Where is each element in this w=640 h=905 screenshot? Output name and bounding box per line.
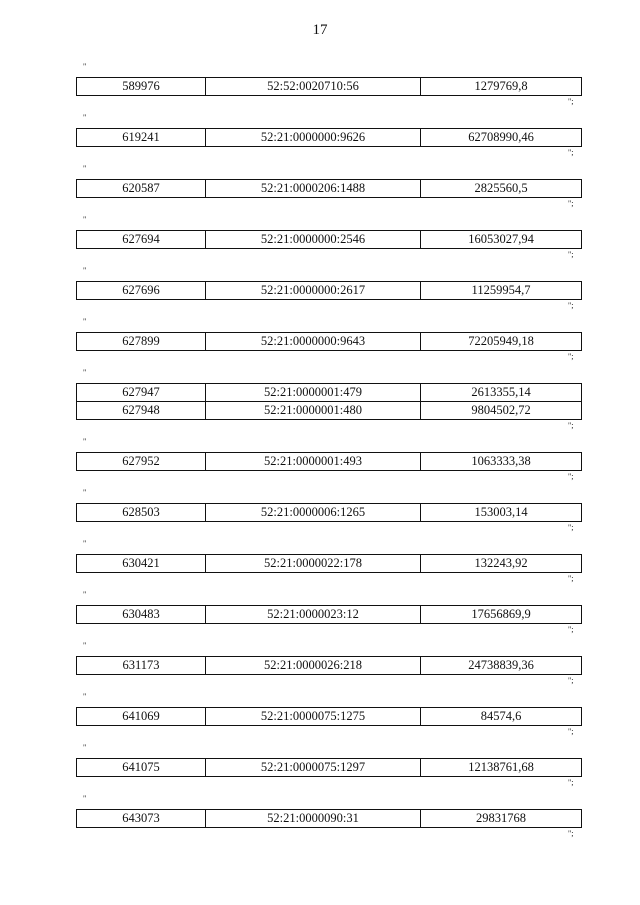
data-table	[76, 758, 582, 777]
opening-quote-mark: "	[83, 368, 87, 377]
table-row	[77, 384, 582, 402]
record-number-cell: 630421	[77, 555, 206, 573]
data-table	[76, 554, 582, 573]
table-row	[77, 555, 582, 573]
data-table	[76, 179, 582, 198]
data-table	[76, 128, 582, 147]
opening-quote-mark: "	[83, 317, 87, 326]
closing-quote-mark: ";	[568, 250, 574, 259]
record-number-cell: 589976	[77, 78, 206, 96]
opening-quote-mark: "	[83, 488, 87, 497]
amount-cell: 17656869,9	[421, 606, 582, 624]
table-row	[77, 129, 582, 147]
table-row	[77, 402, 582, 420]
closing-quote-mark: ";	[568, 778, 574, 787]
data-table	[76, 230, 582, 249]
closing-quote-mark: ";	[568, 199, 574, 208]
table-row	[77, 333, 582, 351]
amount-cell: 2613355,14	[421, 384, 582, 402]
amount-cell: 11259954,7	[421, 282, 582, 300]
amount-cell: 2825560,5	[421, 180, 582, 198]
opening-quote-mark: "	[83, 266, 87, 275]
amount-cell: 72205949,18	[421, 333, 582, 351]
record-number-cell: 620587	[77, 180, 206, 198]
opening-quote-mark: "	[83, 437, 87, 446]
record-number-cell: 627899	[77, 333, 206, 351]
data-table	[76, 605, 582, 624]
opening-quote-mark: "	[83, 62, 87, 71]
opening-quote-mark: "	[83, 164, 87, 173]
data-table	[76, 707, 582, 726]
opening-quote-mark: "	[83, 113, 87, 122]
table-row	[77, 708, 582, 726]
table-row	[77, 180, 582, 198]
table-row	[77, 504, 582, 522]
data-table	[76, 656, 582, 675]
opening-quote-mark: "	[83, 794, 87, 803]
cadastral-number-cell: 52:21:0000000:9626	[206, 129, 421, 147]
amount-cell: 1063333,38	[421, 453, 582, 471]
table-row	[77, 453, 582, 471]
table-row	[77, 657, 582, 675]
record-number-cell: 619241	[77, 129, 206, 147]
page-number: 17	[312, 22, 328, 38]
amount-cell: 9804502,72	[421, 402, 582, 420]
closing-quote-mark: ";	[568, 421, 574, 430]
cadastral-number-cell: 52:21:0000023:12	[206, 606, 421, 624]
data-table	[76, 452, 582, 471]
cadastral-number-cell: 52:21:0000022:178	[206, 555, 421, 573]
closing-quote-mark: ";	[568, 727, 574, 736]
record-number-cell: 628503	[77, 504, 206, 522]
record-number-cell: 627948	[77, 402, 206, 420]
cadastral-number-cell: 52:21:0000006:1265	[206, 504, 421, 522]
closing-quote-mark: ";	[568, 301, 574, 310]
record-number-cell: 631173	[77, 657, 206, 675]
amount-cell: 132243,92	[421, 555, 582, 573]
opening-quote-mark: "	[83, 539, 87, 548]
closing-quote-mark: ";	[568, 574, 574, 583]
amount-cell: 29831768	[421, 810, 582, 828]
closing-quote-mark: ";	[568, 97, 574, 106]
data-table	[76, 281, 582, 300]
cadastral-number-cell: 52:52:0020710:56	[206, 78, 421, 96]
cadastral-number-cell: 52:21:0000075:1297	[206, 759, 421, 777]
table-row	[77, 231, 582, 249]
cadastral-number-cell: 52:21:0000206:1488	[206, 180, 421, 198]
record-number-cell: 627952	[77, 453, 206, 471]
record-number-cell: 627947	[77, 384, 206, 402]
record-number-cell: 627694	[77, 231, 206, 249]
data-table	[76, 383, 582, 420]
closing-quote-mark: ";	[568, 829, 574, 838]
record-number-cell: 627696	[77, 282, 206, 300]
table-row	[77, 759, 582, 777]
amount-cell: 62708990,46	[421, 129, 582, 147]
closing-quote-mark: ";	[568, 352, 574, 361]
opening-quote-mark: "	[83, 743, 87, 752]
amount-cell: 24738839,36	[421, 657, 582, 675]
amount-cell: 1279769,8	[421, 78, 582, 96]
table-row	[77, 282, 582, 300]
cadastral-number-cell: 52:21:0000000:9643	[206, 333, 421, 351]
cadastral-number-cell: 52:21:0000001:480	[206, 402, 421, 420]
cadastral-number-cell: 52:21:0000075:1275	[206, 708, 421, 726]
closing-quote-mark: ";	[568, 523, 574, 532]
closing-quote-mark: ";	[568, 676, 574, 685]
cadastral-number-cell: 52:21:0000000:2546	[206, 231, 421, 249]
amount-cell: 84574,6	[421, 708, 582, 726]
cadastral-number-cell: 52:21:0000001:479	[206, 384, 421, 402]
table-row	[77, 810, 582, 828]
opening-quote-mark: "	[83, 215, 87, 224]
record-number-cell: 630483	[77, 606, 206, 624]
amount-cell: 153003,14	[421, 504, 582, 522]
record-number-cell: 643073	[77, 810, 206, 828]
closing-quote-mark: ";	[568, 625, 574, 634]
opening-quote-mark: "	[83, 692, 87, 701]
record-number-cell: 641075	[77, 759, 206, 777]
amount-cell: 12138761,68	[421, 759, 582, 777]
data-table	[76, 332, 582, 351]
cadastral-number-cell: 52:21:0000026:218	[206, 657, 421, 675]
data-table	[76, 77, 582, 96]
table-row	[77, 606, 582, 624]
closing-quote-mark: ";	[568, 472, 574, 481]
opening-quote-mark: "	[83, 641, 87, 650]
cadastral-number-cell: 52:21:0000090:31	[206, 810, 421, 828]
cadastral-number-cell: 52:21:0000000:2617	[206, 282, 421, 300]
record-number-cell: 641069	[77, 708, 206, 726]
cadastral-number-cell: 52:21:0000001:493	[206, 453, 421, 471]
closing-quote-mark: ";	[568, 148, 574, 157]
amount-cell: 16053027,94	[421, 231, 582, 249]
table-row	[77, 78, 582, 96]
data-table	[76, 809, 582, 828]
data-table	[76, 503, 582, 522]
opening-quote-mark: "	[83, 590, 87, 599]
